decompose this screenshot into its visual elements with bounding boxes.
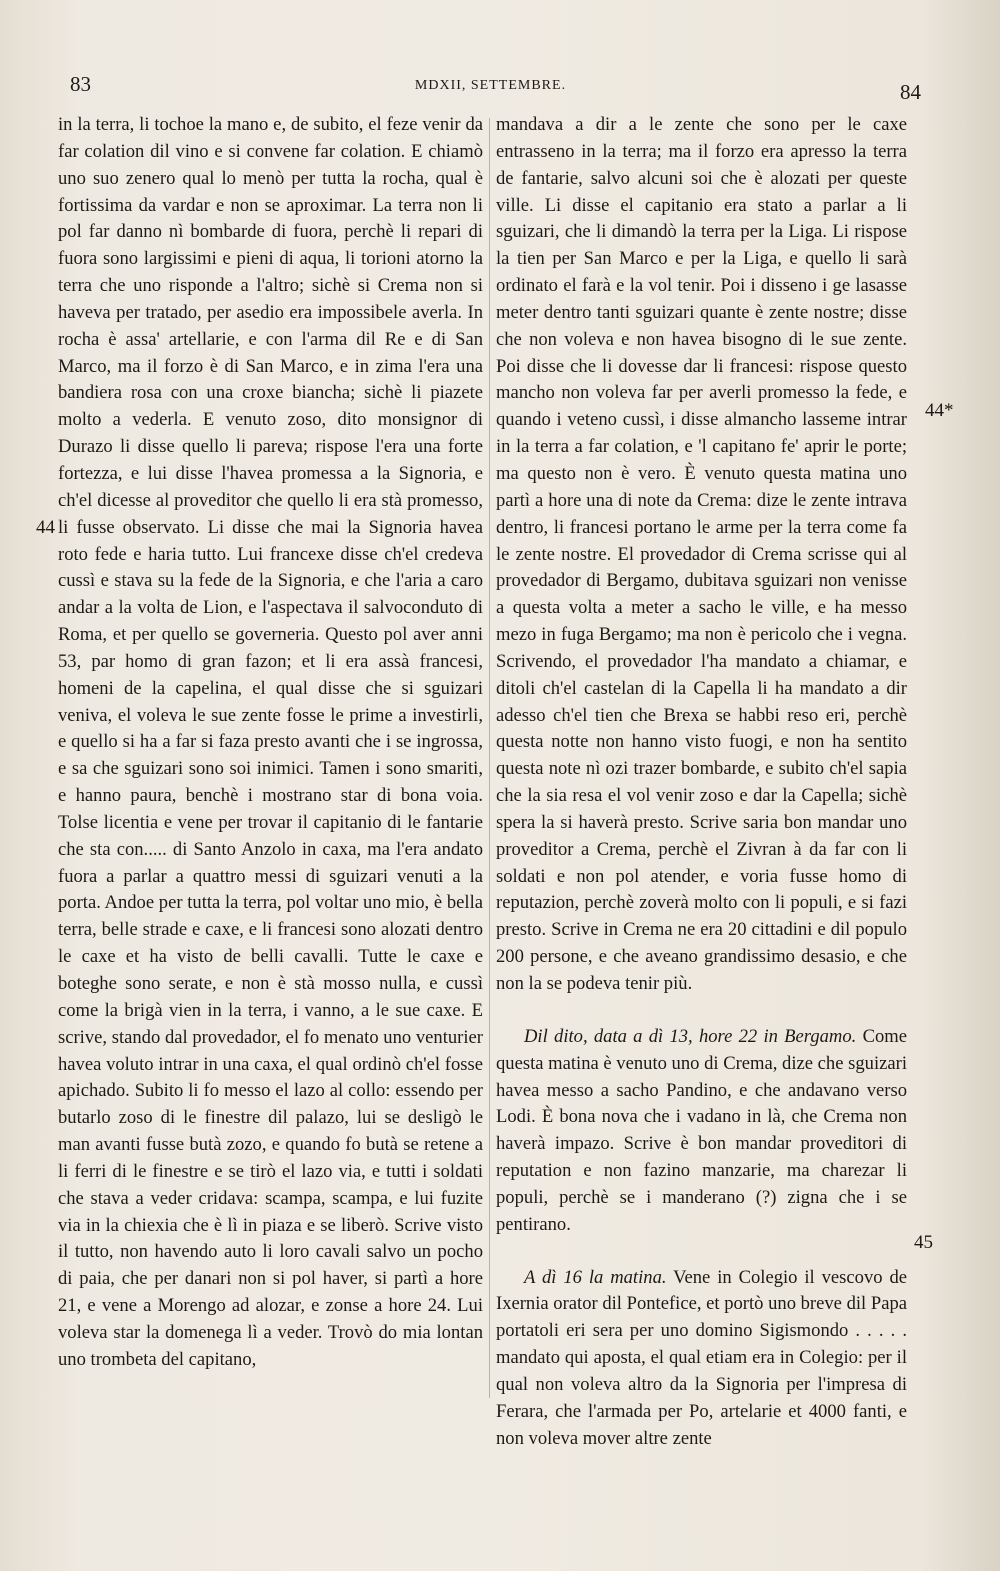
page-number-right: 84 <box>900 80 921 104</box>
right-paragraph-3-body: Vene in Colegio il vescovo de Ixernia orator dil Pontefice, et portò uno breve dil Papa portatoli eri sera per uno domino Sigismondo . . . . . mandato qui aposta, el qual etiam era in Colegio: per il qual non voleva altro da la Signoria per l'impresa di Ferara, che l'armada per Po, artelarie et 4000 fanti, e non voleva mover altre zente <box>496 1266 908 1449</box>
left-paragraph-1: in la terra, li tochoe la mano e, de subito, el feze venir da far colation dil vino e si convene far colation. E chiamò uno suo zenero qual lo menò per tutta la rocha, qual è fortissima da vardar e non se aproximar. La terra non li pol far danno nì bombarde di fuora, perchè li repari di fuora sono largissimi e pieni di aqua, li torioni atorno la terra che uno risponde a l'altro; sichè si Crema non si haveva per tratado, per asedio era impossibele averla. In rocha è assa' artellarie, e con l'arma dil Re e di San Marco, ma il forzo è di San Marco, e in zima l'era una bandiera rosa con una croxe biancha; sichè li piazete molto a vederla. E venuto zoso, dito monsignor di Durazo li disse quello li pareva; rispose l'era una forte fortezza, e lui disse l'havea promessa a la Signoria, e ch'el dicesse al proveditor che quello li era stà promesso, li fusse observato. Li disse che mai la Signoria havea roto fede e haria tutto. Lui francexe disse ch'el credeva cussì e stava su la fede de la Signoria, e che l'aria a caro andar a la volta de Lion, e l'aspectava il salvoconduto di Roma, et per quello se governeria. Questo pol aver anni 53, par homo di gran fazon; et li era assà francesi, homeni de la capelina, el qual disse che si sguizari veniva, el voleva le sue zente fosse le prime a investirli, e quello si ha a far si faza presto avanti che i se ingrossa, e sa che sguizari sono soi inimici. Tamen i sono smariti, e hanno paura, benchè i mostrano star di bona voia. Tolse licentia e vene per trovar il capitanio di le fantarie che sta con..... di Santo Anzolo in caxa, ma l'era andato fuora a parlar a quattro messi di sguizari venuti a la porta. Andoe per tutta la terra, pol voltar uno mio, è bella terra, belle strade e caxe, e li francesi sono alozati dentro le caxe et ha visto de belli cavalli. Tutte le caxe e boteghe sono serate, e non è stà mosso nulla, e cussì come la brigà vien in la terra, i vanno, a le sue caxe. E scrive, stando dal provedador, el fo menato uno venturier havea voluto intrar in una caxa, el qual ordinò ch'el fosse apichado. Subito li fo messo el lazo al collo: essendo per butarlo zoso di le finestre dil palazo, lui se desligò le man avanti fusse butà zozo, e quando fo butà se retene a li ferri di le finestre e se tirò el lazo via, e tutti i soldati che stava a veder cridava: scampa, scampa, e lui fuzite via in la chiexia che è lì in piaza e se liberò. Scrive visto il tutto, non havendo auto li loro cavali salvo un pocho di paia, che per danari non si pol haver, si partì a hore 21, e vene a Morengo ad alozar, e zonse a hore 24. Lui voleva star la domenega lì a veder. Trovò do mia lontan uno trombeta del capitano, <box>58 114 483 1370</box>
right-paragraph-2-body: Come questa matina è venuto uno di Crema, dize che sguizari havea messo a sacho Pandino, e che andavano verso Lodi. È bona nova che i vadano in là, che Crema non haverà impazo. Scrive è bon mandar proveditori di reputation e non fazino manzarie, ma charezar li populi, perchè se i manderano (?) zigna che i se pentirano. <box>496 1025 907 1235</box>
right-paragraph-1: mandava a dir a le zente che sono per le caxe entrasseno in la terra; ma il forzo era apresso la terra de fantarie, salvo alcuni soi che è alozati per queste ville. Li disse el capitanio era stato a parlar a li sguizari, che li dimandò la terra per la Liga. Li rispose la tien per San Marco e per la Liga, e quello li sarà ordinato el farà e la vol tenir. Poi i disseno i ge lasasse meter dentro tanti sguizari quante è zente nostre; disse che non voleva e non havea bisogno di le sue zente. Poi disse che li dovesse dar li francesi: rispose questo mancho non voleva far per averli promesso la fede, e quando i veteno cussì, i disse almancho lasseme intrar in la terra a far colation, e 'l capitano fe' aprir le porte; ma questo non è vero. È venuto questa matina uno partì a hore una di note da Crema: dize le zente intrava dentro, li francesi portano le arme per la terra come fa le zente nostre. El provedador di Crema scrisse qui al provedador di Bergamo, dubitava sguizari non venisse a questa volta a meter a sacho le ville, e ha messo mezo in fuga Bergamo; ma non è pericolo che i vegna. Scrivendo, el provedador l'ha mandato a chiamar, e ditoli ch'el castelan di la Capella li ha mandato a dir adesso ch'el tien che Brexa se habbi reso eri, perchè questa notte non hanno visto fuogi, e non ha sentito questa note nì ozi trazer bombarde, e subito ch'el sapia che la sia resa el vol venir zoso e dar la Capella; sichè spera la si haverà presto. Scrive saria bon mandar uno proveditor a Crema, perchè el Zivran à da far con li soldati e non pol atender, e voria fusse homo di reputazion, perchè zoverà molto con li populi, e si fazi presto. Scrive in Crema ne era 20 cittadini e dil populo 200 persone, e che aveano grandissimo desasio, e che non la se podeva tenir più. <box>496 114 907 994</box>
right-paragraph-2 <box>496 1024 907 1239</box>
margin-number-right-1: 44* <box>925 400 954 421</box>
running-title: MDXII, SETTEMBRE. <box>414 78 567 93</box>
column-divider <box>489 118 490 1398</box>
right-column <box>496 112 907 1453</box>
right-paragraph-2-title: Dil dito, data a dì 13, hore 22 in Bergamo. <box>524 1025 857 1047</box>
page-header <box>58 72 923 102</box>
right-paragraph-3 <box>496 1265 907 1453</box>
left-column <box>58 112 483 1374</box>
right-paragraph-3-title: A dì 16 la matina. <box>524 1266 667 1288</box>
page-number-left: 83 <box>70 72 91 96</box>
margin-number-right-2: 45 <box>914 1232 933 1253</box>
margin-number-left: 44 <box>36 517 55 538</box>
